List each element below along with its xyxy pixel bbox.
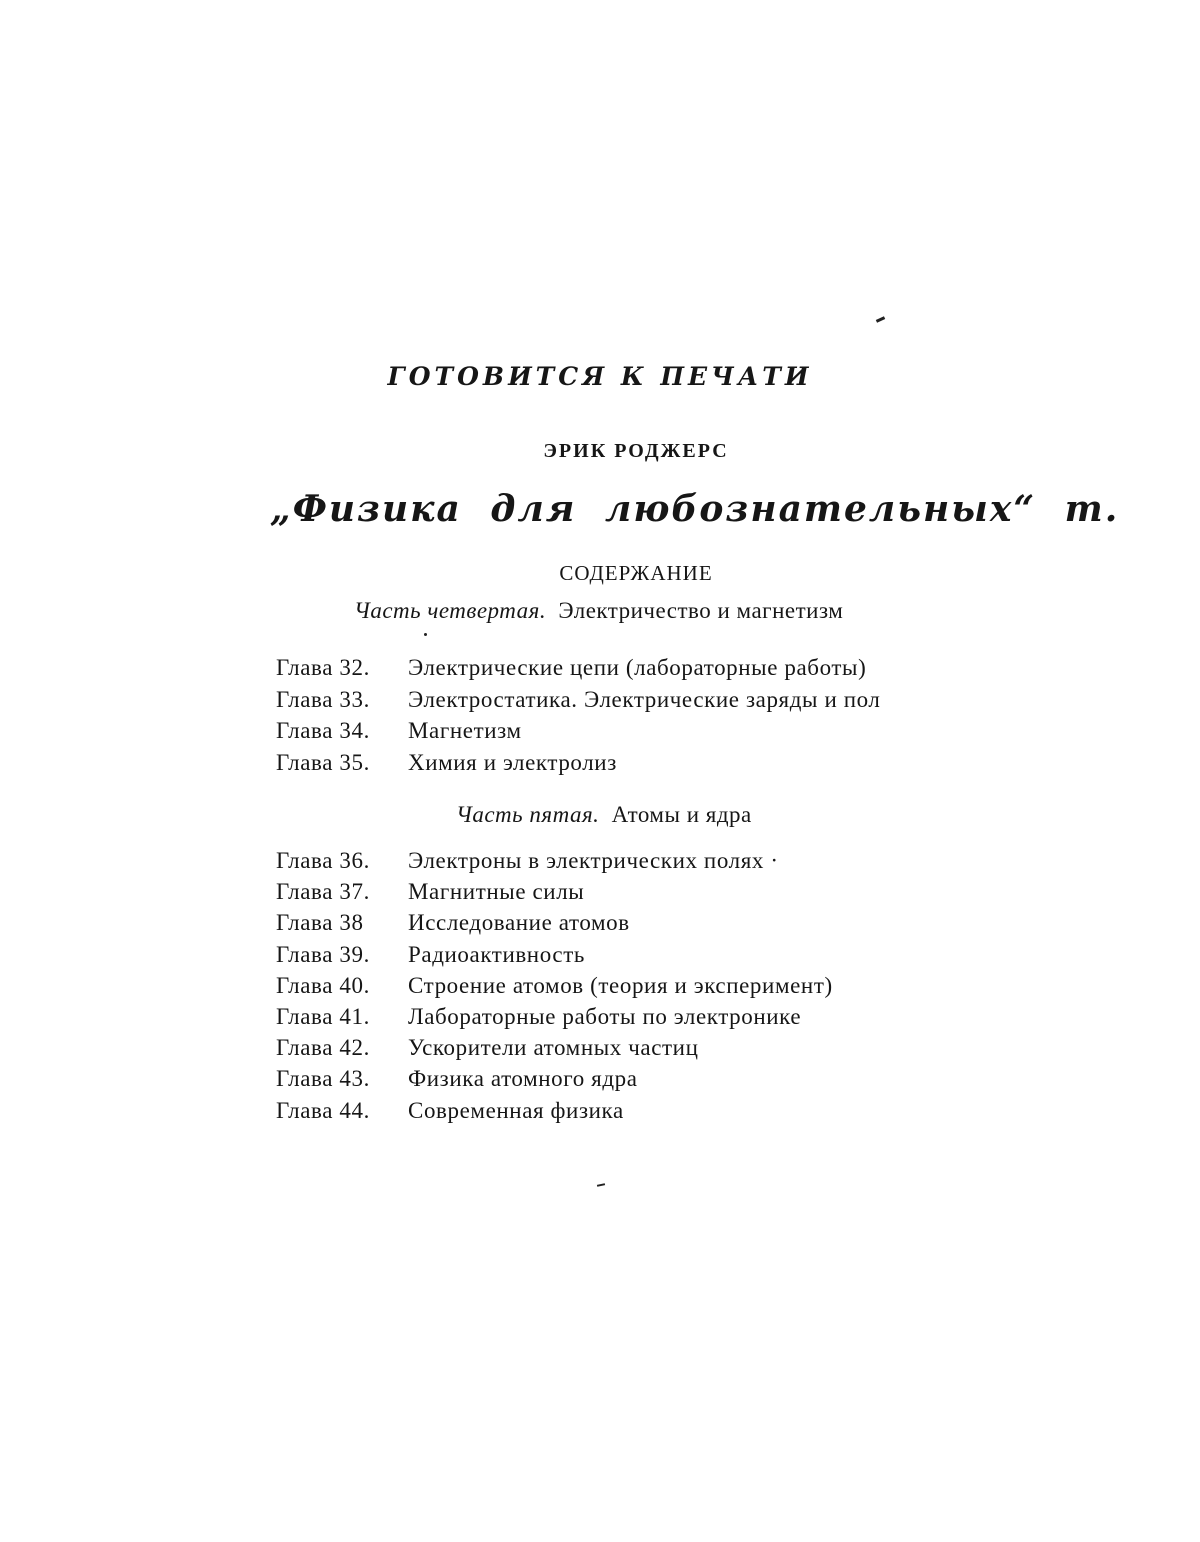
print-speck bbox=[597, 1183, 605, 1187]
chapter-number: Глава 41. bbox=[276, 1003, 370, 1029]
chapter-number: Глава 33. bbox=[276, 686, 370, 712]
part-heading bbox=[354, 598, 843, 624]
chapter-list bbox=[276, 652, 881, 778]
chapter-entry bbox=[276, 1095, 833, 1126]
chapter-title: Ускорители атомных частиц bbox=[408, 1035, 699, 1061]
chapter-number: Глава 44. bbox=[276, 1097, 370, 1123]
chapter-title: Радиоактивность bbox=[408, 941, 585, 967]
part-title: Атомы и ядра bbox=[611, 802, 752, 827]
chapter-entry bbox=[276, 715, 881, 747]
chapter-number: Глава 40. bbox=[276, 972, 370, 998]
chapter-entry bbox=[276, 1063, 833, 1094]
chapter-number: Глава 43. bbox=[276, 1066, 370, 1092]
chapter-number: Глава 36. bbox=[276, 848, 370, 873]
chapter-title: Исследование атомов bbox=[408, 910, 630, 936]
book-title: „Физика для любознательных“ т. bbox=[270, 488, 1120, 530]
chapter-entry bbox=[276, 1032, 833, 1063]
print-speck bbox=[424, 633, 427, 636]
chapter-entry bbox=[276, 1001, 833, 1032]
part-label: Часть четвертая. bbox=[354, 598, 547, 623]
chapter-title: Современная физика bbox=[408, 1097, 624, 1123]
chapter-number: Глава 39. bbox=[276, 941, 370, 967]
part-label: Часть пятая. bbox=[456, 802, 600, 827]
chapter-entry bbox=[276, 907, 833, 938]
chapter-entry bbox=[276, 747, 881, 779]
chapter-number: Глава 32. bbox=[276, 655, 370, 680]
author-name: ЭРИК РОДЖЕРС bbox=[543, 440, 729, 462]
chapter-title: Строение атомов (теория и эксперимент) bbox=[408, 972, 833, 998]
chapter-title: Электростатика. Электрические заряды и пол bbox=[408, 686, 881, 712]
part-title: Электричество и магнетизм bbox=[558, 598, 844, 623]
contents-heading: СОДЕРЖАНИЕ bbox=[559, 561, 713, 585]
chapter-number: Глава 42. bbox=[276, 1035, 370, 1061]
chapter-entry bbox=[276, 652, 881, 684]
chapter-number: Глава 37. bbox=[276, 879, 370, 905]
announcement-heading: ГОТОВИТСЯ К ПЕЧАТИ bbox=[387, 362, 813, 391]
chapter-entry bbox=[276, 876, 833, 907]
part-heading bbox=[456, 802, 752, 828]
print-speck bbox=[876, 316, 885, 323]
chapter-list bbox=[276, 845, 833, 1126]
chapter-number: Глава 38 bbox=[276, 910, 364, 936]
chapter-title: Магнетизм bbox=[408, 718, 522, 744]
chapter-title: Химия и электролиз bbox=[408, 749, 617, 775]
chapter-entry bbox=[276, 684, 881, 716]
chapter-title: Электроны в электрических полях · bbox=[408, 848, 779, 873]
chapter-entry bbox=[276, 845, 833, 876]
chapter-entry bbox=[276, 970, 833, 1001]
chapter-title: Магнитные силы bbox=[408, 879, 585, 905]
chapter-number: Глава 35. bbox=[276, 749, 370, 775]
chapter-title: Физика атомного ядра bbox=[408, 1066, 638, 1092]
chapter-entry bbox=[276, 939, 833, 970]
chapter-title: Электрические цепи (лабораторные работы) bbox=[408, 655, 867, 680]
chapter-number: Глава 34. bbox=[276, 718, 370, 744]
chapter-title: Лабораторные работы по электронике bbox=[408, 1003, 802, 1029]
